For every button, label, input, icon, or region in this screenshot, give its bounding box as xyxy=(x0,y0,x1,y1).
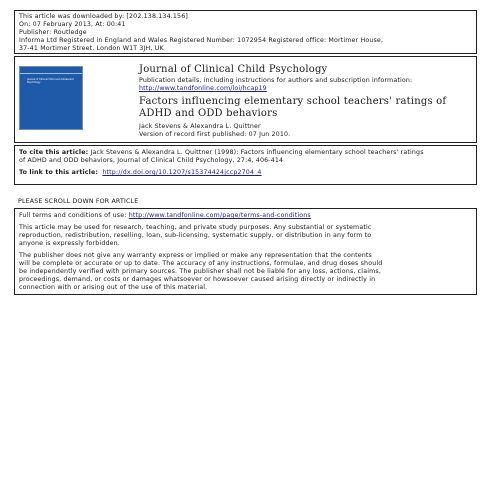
publisher-line: Publisher: Routledge xyxy=(19,29,87,36)
registration-line: Informa Ltd Registered in England and Wales Registered Number: 1072954 Registered office: Mortimer House, xyxy=(19,37,384,44)
terms-para2-line: will be complete or accurate or up to date. The accuracy of any instructions, formulae, and drug doses should xyxy=(19,260,383,267)
download-date-line: On: 07 February 2013, At: 00:41 xyxy=(19,21,126,28)
terms-para2-line: proceedings, demand, or costs or damages whatsoever or howsoever caused arising directly or indirectly in xyxy=(19,276,376,283)
terms-para1-line: anyone is expressly forbidden. xyxy=(19,240,120,247)
article-authors: Jack Stevens & Alexandra L. Quittner xyxy=(139,123,261,130)
journal-link[interactable]: http://www.tandfonline.com/loi/hcap19 xyxy=(139,85,267,92)
journal-cover-image xyxy=(19,66,83,130)
citation-box xyxy=(14,145,477,185)
terms-line xyxy=(19,212,472,220)
scroll-notice: PLEASE SCROLL DOWN FOR ARTICLE xyxy=(18,198,139,205)
cover-title-text: Journal of Clinical Child and Adolescent Psychology xyxy=(27,78,74,84)
article-title: Factors influencing elementary school teachers' ratings of ADHD and ODD behaviors xyxy=(139,96,447,119)
download-line: This article was downloaded by: [202.138.134.156] xyxy=(19,13,188,20)
link-label: To link to this article: xyxy=(19,169,99,176)
terms-para2-line: The publisher does not give any warranty express or implied or make any representation that the contents xyxy=(19,252,372,259)
cite-line xyxy=(19,149,472,157)
publication-details: Publication details, including instructions for authors and subscription information: xyxy=(139,77,413,84)
terms-box xyxy=(14,208,477,295)
cite-text: Jack Stevens & Alexandra L. Quittner (1998): Factors influencing elementary school teachers' ratings xyxy=(88,149,424,156)
cite-label: To cite this article: xyxy=(19,149,89,156)
version-of-record: Version of record first published: 07 Jun 2010. xyxy=(139,131,291,138)
terms-para2-line: be independently verified with primary sources. The publisher shall not be liable for any loss, actions, claims, xyxy=(19,268,381,275)
terms-para1-line: This article may be used for research, teaching, and private study purposes. Any substantial or systematic xyxy=(19,224,372,231)
cover-band xyxy=(20,73,82,74)
journal-title: Journal of Clinical Child Psychology xyxy=(139,64,328,75)
link-line xyxy=(19,169,472,177)
terms-para1-line: reproduction, redistribution, reselling, loan, sub-licensing, systematic supply, or distribution in any form to xyxy=(19,232,372,239)
terms-link[interactable]: http://www.tandfonline.com/page/terms-and-conditions xyxy=(128,212,311,219)
terms-prefix: Full terms and conditions of use: xyxy=(19,212,129,219)
article-header-box xyxy=(14,56,477,143)
terms-para2-line: connection with or arising out of the use of this material. xyxy=(19,284,208,291)
address-line: 37-41 Mortimer Street, London W1T 3JH, UK xyxy=(19,45,164,52)
doi-link[interactable]: http://dx.doi.org/10.1207/s15374424jccp2704_4 xyxy=(102,169,262,176)
cite-text-continued: of ADHD and ODD behaviors, Journal of Clinical Child Psychology, 27:4, 406-414 xyxy=(19,157,284,164)
download-info-box xyxy=(14,10,477,54)
